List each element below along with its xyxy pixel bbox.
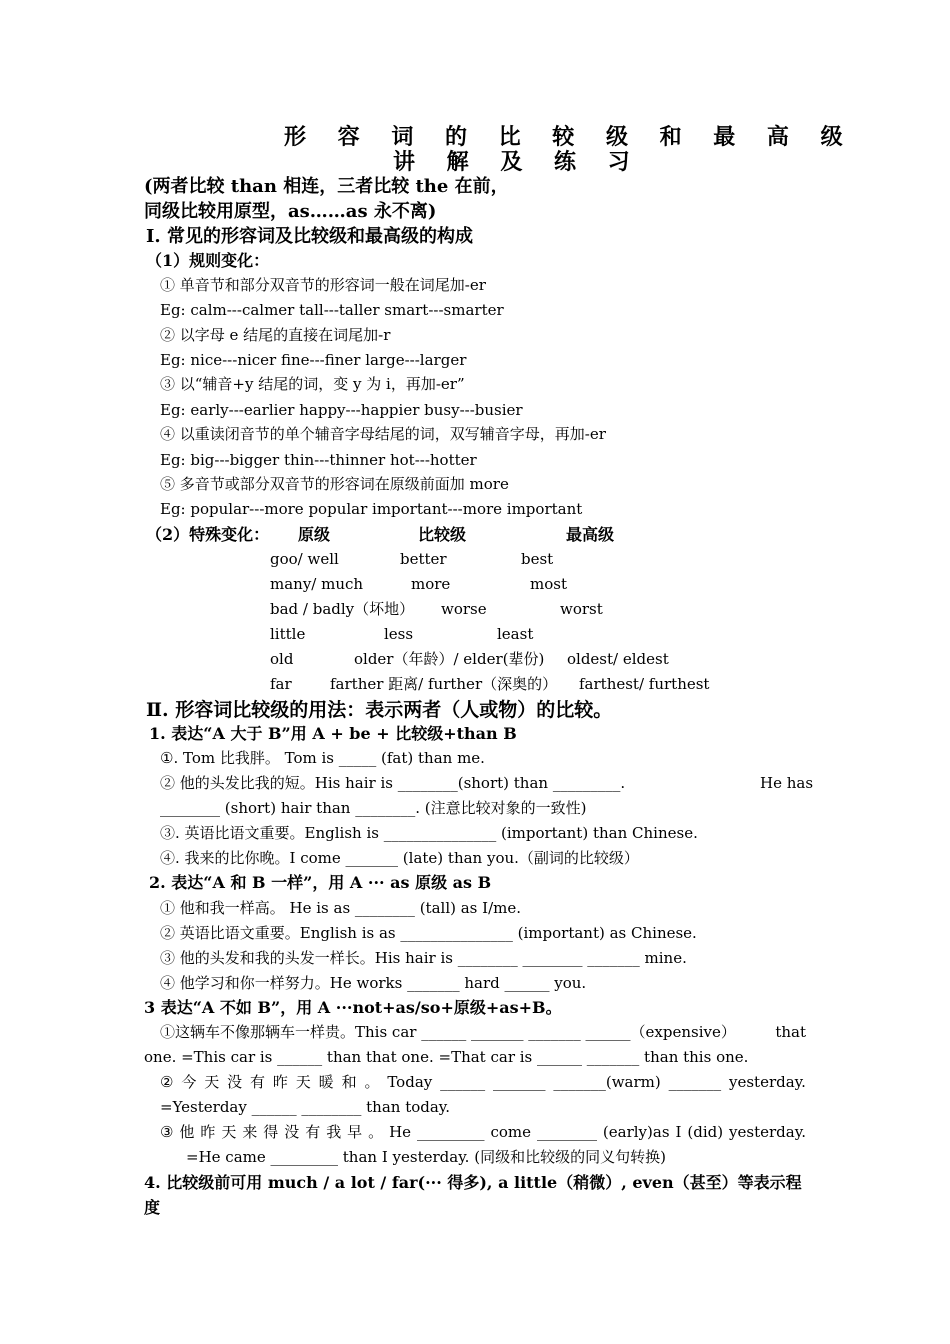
exercise-line: =He came _________ than I yesterday. (同级和比较级的同义句转换) [186, 1148, 666, 1166]
exercise-line: ④ 他学习和你一样努力。He works _______ hard ______ you. [160, 974, 587, 992]
rule-5-example: Eg: popular---more popular important---more important [160, 500, 583, 518]
rule-1-example: Eg: calm---calmer tall---taller smart---smarter [160, 301, 504, 319]
table-cell: old [270, 650, 294, 668]
part-4-heading: 4. 比较级前可用 much / a lot / far(··· 得多), a little（稍微）, even（甚至）等表示程 [144, 1173, 802, 1192]
exercise-line: He has [760, 774, 814, 792]
exercise-line: ④. 我来的比你晚。I come _______ (late) than you.（副词的比较级） [160, 849, 639, 867]
part-2-heading: 2. 表达“A 和 B 一样”，用 A ··· as 原级 as B [149, 873, 492, 892]
exercise-line: ③ 他的头发和我的头发一样长。His hair is ________ ________ _______ mine. [160, 949, 687, 967]
table-cell: best [521, 550, 554, 568]
part-1-heading: 1. 表达“A 大于 B”用 A + be + 比较级+than B [149, 724, 517, 743]
table-cell: least [497, 625, 534, 643]
rule-3-example: Eg: early---earlier happy---happier busy---busier [160, 401, 523, 419]
table-cell: older（年龄）/ elder(辈份) [354, 650, 545, 668]
regular-changes-heading: （1）规则变化： [146, 251, 270, 270]
exercise-line: ② 英语比语文重要。English is as _______________ (important) as Chinese. [160, 924, 697, 942]
exercise-line: one. =This car is ______ than that one. =That car is ______ _______ than this one. [144, 1048, 749, 1066]
exercise-line: ①这辆车不像那辆车一样贵。This car ______ _______ _______ ______（expensive） that [160, 1023, 806, 1041]
section-2-heading: Ⅱ. 形容词比较级的用法：表示两者（人或物）的比较。 [146, 699, 613, 721]
rule-1: ① 单音节和部分双音节的形容词一般在词尾加-er [160, 276, 486, 294]
table-cell: bad / badly（坏地） [270, 600, 415, 618]
table-cell: most [530, 575, 567, 593]
part-3-heading: 3 表达“A 不如 B”，用 A ···not+as/so+原级+as+B。 [144, 998, 562, 1017]
table-cell: worse [441, 600, 487, 618]
table-cell: oldest/ eldest [567, 650, 669, 668]
exercise-line: ① 他和我一样高。 He is as ________ (tall) as I/me. [160, 899, 521, 917]
table-cell: more [411, 575, 451, 593]
table-cell: farther 距离/ further（深奥的） [330, 675, 558, 693]
table-cell: far [270, 675, 292, 693]
table-cell: better [400, 550, 447, 568]
exercise-line: ①. Tom 比我胖。 Tom is _____ (fat) than me. [160, 749, 485, 767]
rule-3: ③ 以“辅音+y 结尾的词，变 y 为 i，再加-er” [160, 375, 465, 393]
rule-5: ⑤ 多音节或部分双音节的形容词在原级前面加 more [160, 475, 509, 493]
table-cell: goo/ well [270, 550, 339, 568]
title-line-2: 讲 解 及 练 习 [393, 150, 642, 175]
col-header-superlative: 最高级 [566, 525, 615, 544]
rule-2-example: Eg: nice---nicer fine---finer large---larger [160, 351, 467, 369]
rule-4: ④ 以重读闭音节的单个辅音字母结尾的词，双写辅音字母，再加-er [160, 425, 606, 443]
table-cell: less [384, 625, 414, 643]
col-header-positive: 原级 [298, 525, 331, 544]
rule-2: ② 以字母 e 结尾的直接在词尾加-r [160, 326, 391, 344]
exercise-line: ________ (short) hair than ________. (注意比较对象的一致性) [160, 799, 587, 817]
exercise-line: ② 今 天 没 有 昨 天 暖 和 。 Today ______ _______ _______(warm) _______ yesterday. [160, 1073, 806, 1091]
title-line-1: 形 容 词 的 比 较 级 和 最 高 级 [284, 125, 855, 150]
irregular-changes-heading: （2）特殊变化： [146, 525, 270, 544]
part-4-heading-cont: 度 [144, 1198, 161, 1217]
section-1-heading: Ⅰ. 常见的形容词及比较级和最高级的构成 [146, 226, 473, 247]
exercise-line: =Yesterday ______ ________ than today. [160, 1098, 451, 1116]
exercise-line: ③. 英语比语文重要。English is _______________ (important) than Chinese. [160, 824, 698, 842]
exercise-line: ② 他的头发比我的短。His hair is ________(short) than _________. [160, 774, 626, 792]
mnemonic-line-1: (两者比较 than 相连，三者比较 the 在前， [144, 176, 509, 197]
table-cell: little [270, 625, 306, 643]
col-header-comparative: 比较级 [418, 525, 467, 544]
table-cell: farthest/ furthest [579, 675, 710, 693]
mnemonic-line-2: 同级比较用原型，as……as 永不离) [144, 201, 437, 222]
rule-4-example: Eg: big---bigger thin---thinner hot---hotter [160, 451, 477, 469]
table-cell: worst [560, 600, 603, 618]
exercise-line: ③ 他 昨 天 来 得 没 有 我 早 。 He _________ come ________ (early)as I (did) yesterday. [160, 1123, 806, 1141]
table-cell: many/ much [270, 575, 364, 593]
